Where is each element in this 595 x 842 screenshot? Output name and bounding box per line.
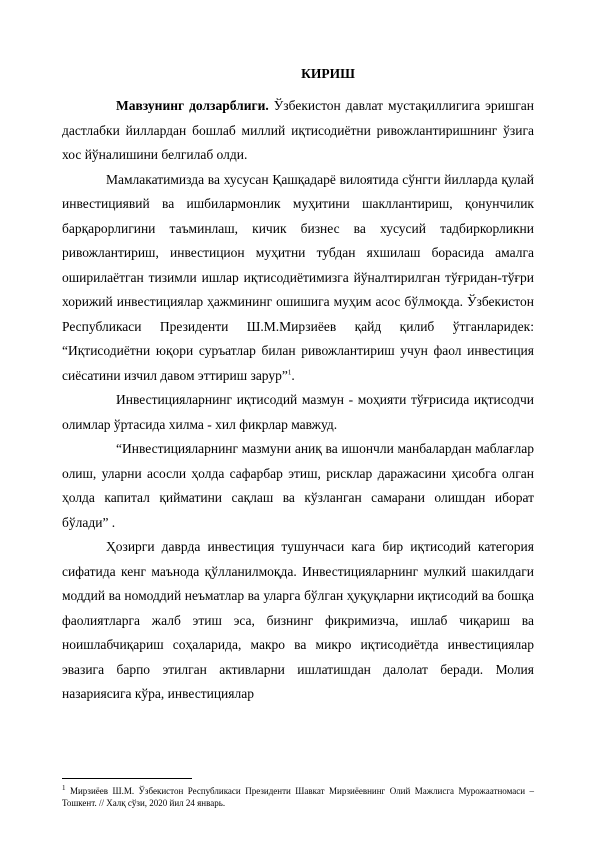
investment-climate-text: Мамлакатимизда ва хусусан Қашқадарё вилоятида сўнгги йилларда қулай инвестициявий ва ишбилармонлик муҳитини шакллантириш, қонунчилик барқарорлигини таъминлаш, кичик бизнес ва хусусий тадбиркорликни ривожлантириш, инвестицион муҳитни тубдан яхшилаш борасида амалга оширилаётган тизимли ишлар иқтисодиётимизга йўналтирилган тўғридан-тўғри хорижий инвестициялар ҳажмининг ошишига муҳим асос бўлмоқда. Ўзбекистон Республикаси Президенти Ш.М.Мирзиёев қайд қилиб ўтганларидек: “Иқтисодиётни юқори суръатлар билан ривожлантириш учун фаол инвестиция сиёсатини изчил давом эттириш зарур” — [62, 171, 534, 383]
relevance-heading: Мавзунинг долзарблиги. — [116, 98, 269, 113]
document-body — [62, 66, 534, 707]
paragraph-quote: “Инвестицияларнинг мазмуни аниқ ва ишончли манбалардан маблағлар олиш, уларни асосли ҳолда сафарбар этиш, рисклар даражасини ҳисобга олган ҳолда капитал қийматини сақлаш ва кўзланган самарани олишдан иборат бўлади” . — [62, 441, 534, 530]
footnote-text: Мирзиёев Ш.М. Ўзбекистон Республикаси Президенти Шавкат Мирзиёевнинг Олий Мажлисга Мурожаатномаси – Тошкент. // Халқ сўзи, 2020 йил 24 январь. — [62, 786, 534, 808]
paragraph-investment-climate — [62, 168, 534, 389]
footnote-separator — [62, 778, 192, 779]
relevance-text: Ўзбекистон давлат мустақиллигига эришган дастлабки йиллардан бошлаб миллий иқтисодиётни ривожлантиришнинг ўзига хос йўналишини белгилаб олди. — [62, 98, 534, 162]
footnote-reference[interactable]: 1 — [287, 368, 292, 376]
page-title: КИРИШ — [301, 66, 355, 81]
paragraph-category: Ҳозирги даврда инвестиция тушунчаси кага бир иқтисодий категория сифатида кенг маънода қўлланилмоқда. Инвестицияларнинг мулкий шакилдаги моддий ва номоддий неъматлар ва уларга бўлган ҳуқуқларни иқтисодий ва бошқа фаолиятларга жалб этиш эса, бизнинг фикримизча, ишлаб чиқариш ва ноишлабчиқариш соҳаларида, макро ва микро иқтисодиётда инвестициялар эвазига барпо этилган активларни ишлатишдан далолат беради. Молия назариясига кўра, инвестициялар — [62, 539, 534, 701]
footnote — [62, 785, 534, 809]
paragraph-opinions: Инвестицияларнинг иқтисодий мазмун - моҳияти тўғрисида иқтисодчи олимлар ўртасида хилма - хил фикрлар мавжуд. — [62, 392, 534, 432]
paragraph-relevance — [62, 94, 534, 168]
footnote-number: 1 — [62, 784, 66, 792]
investment-climate-end: . — [291, 367, 295, 383]
